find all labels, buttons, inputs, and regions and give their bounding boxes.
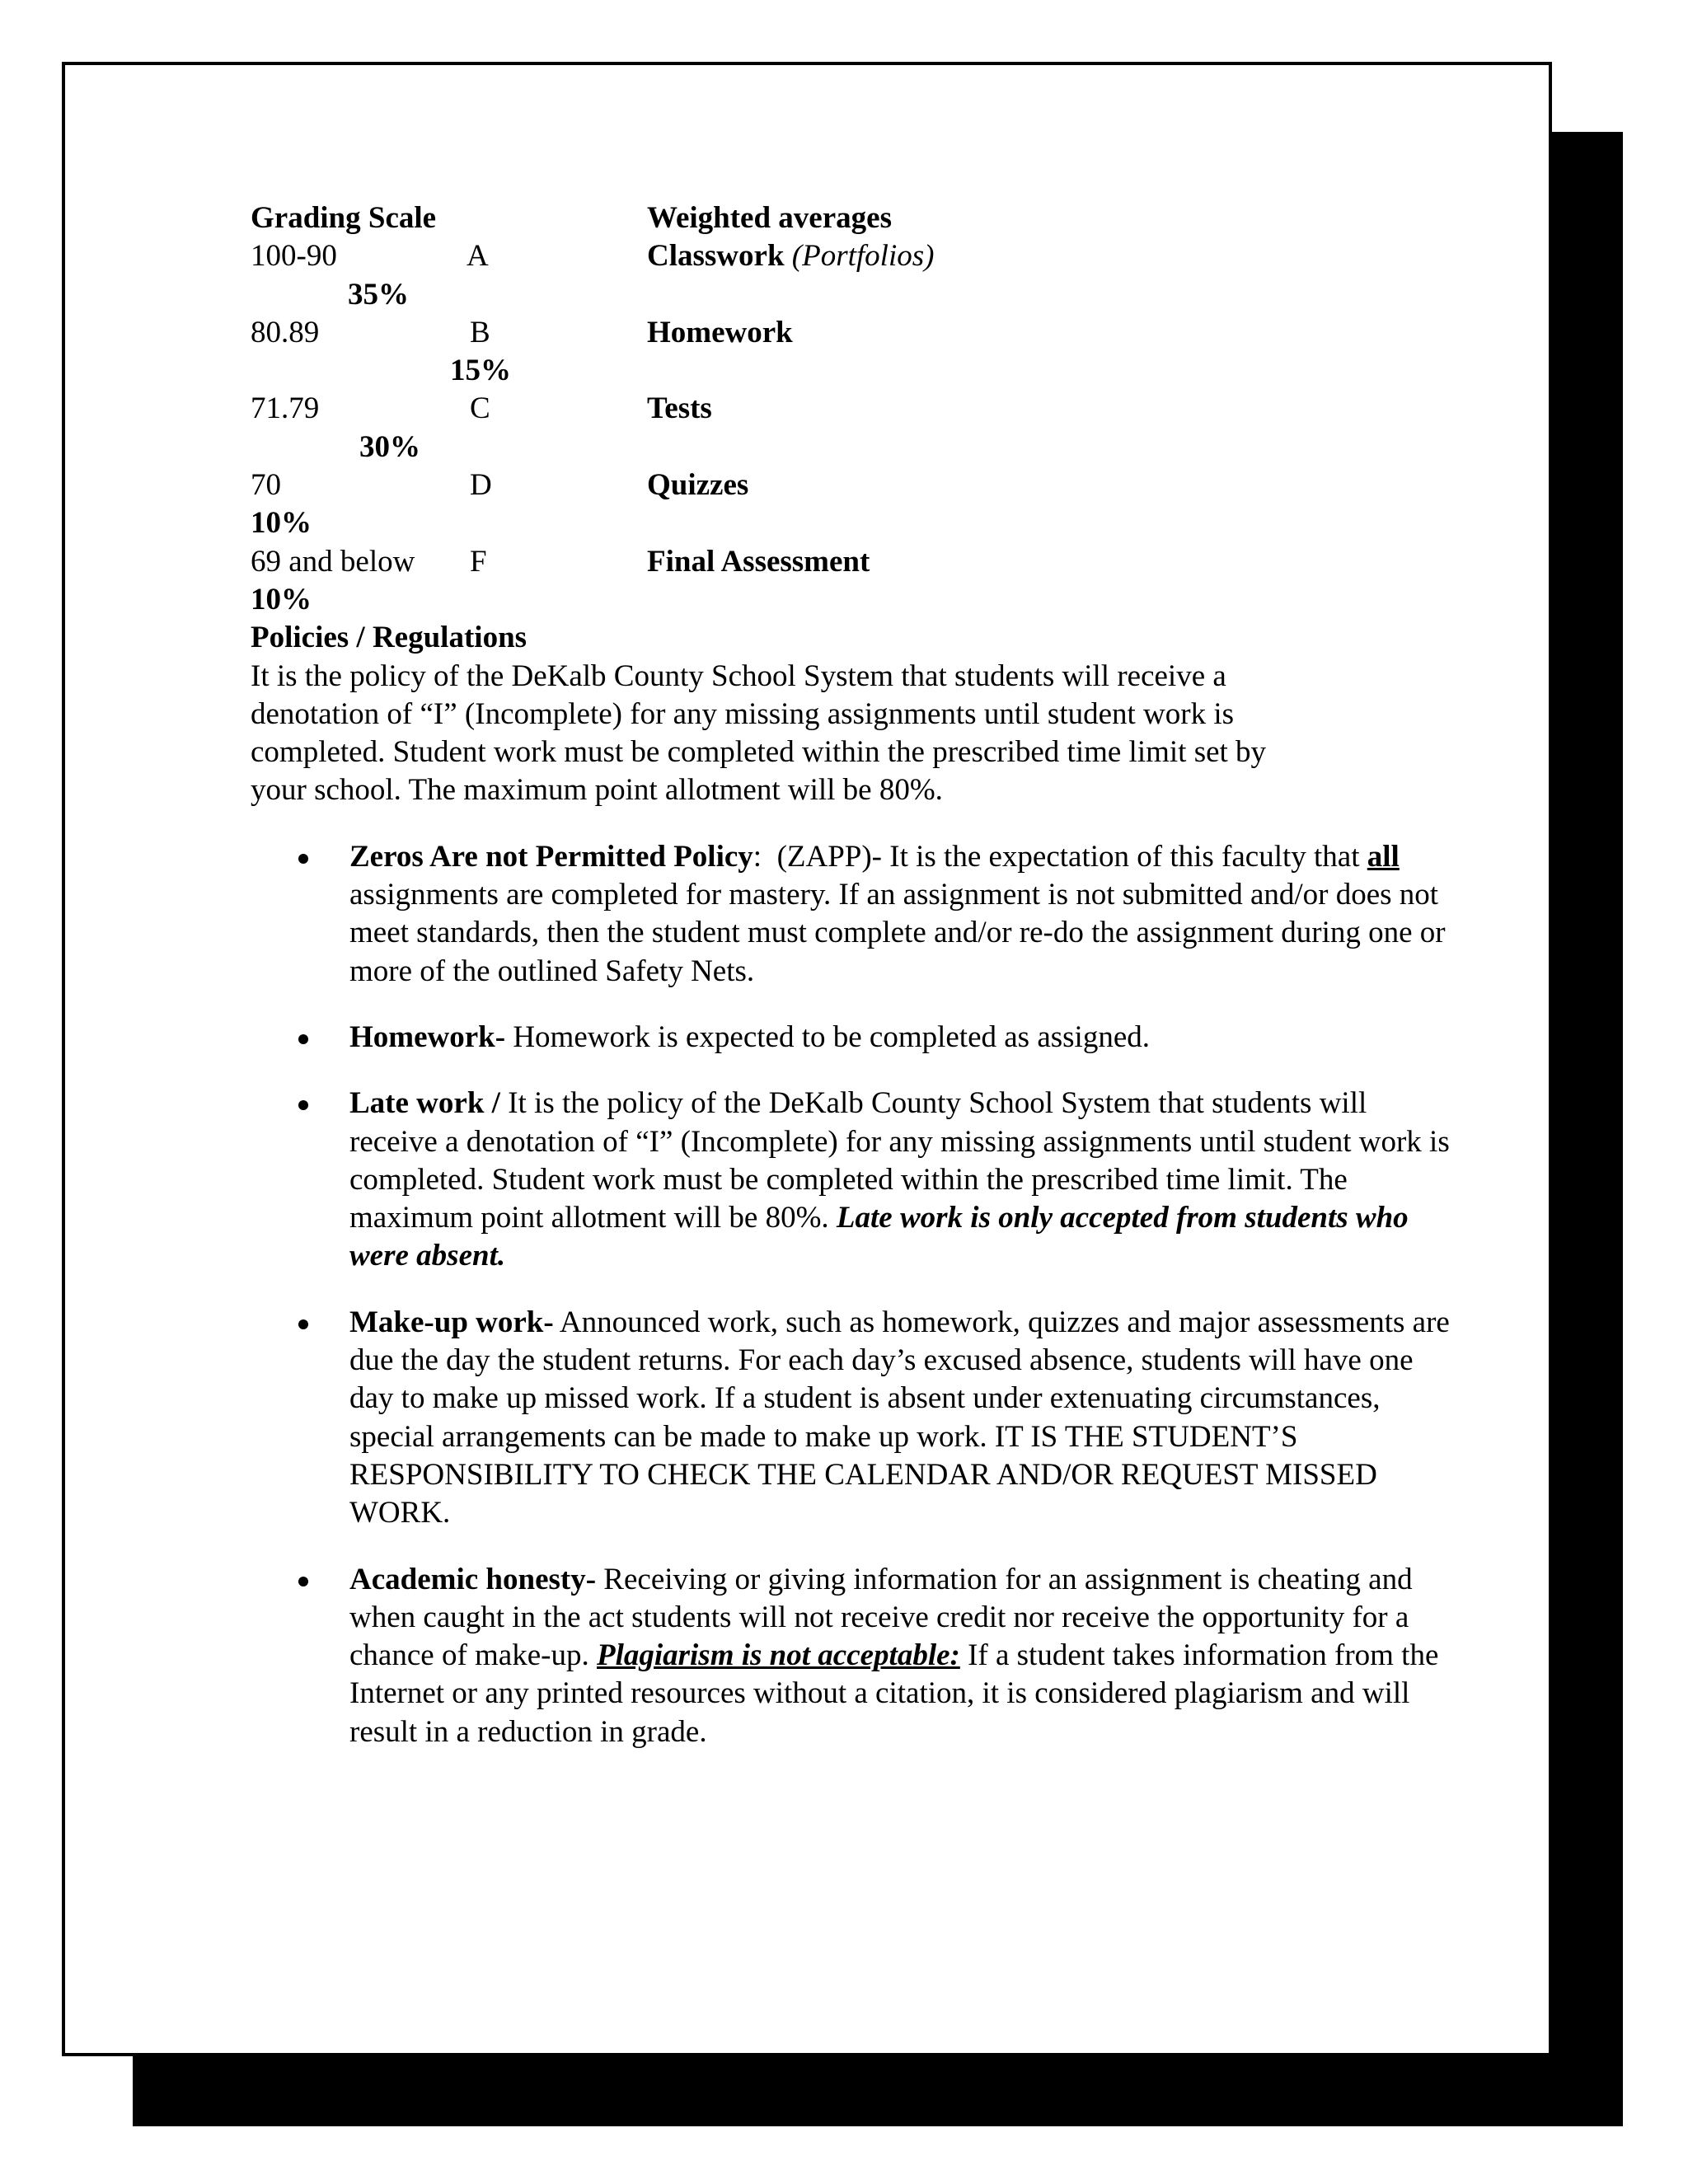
policy-item-title: Academic honesty-	[349, 1562, 597, 1596]
grade-row	[251, 314, 1454, 352]
policy-item-text: Receiving or giving information for an assignment is cheating and when caught in the act students will not receive credit nor receive the opportunity for a chance of make-up.	[349, 1562, 1413, 1673]
grade-letter: A	[467, 239, 489, 274]
weight-category-name: Homework	[647, 315, 793, 349]
policy-item-emphasis: all	[1367, 839, 1400, 874]
grade-letter: C	[470, 391, 490, 426]
weight-value: 30%	[359, 429, 420, 464]
weight-category	[647, 237, 934, 275]
weight-category-name: Quizzes	[647, 468, 749, 503]
weight-category-name: Tests	[647, 391, 712, 426]
bullet-icon	[298, 1577, 308, 1586]
policies-intro-line: your school. The maximum point allotment will be 80%.	[251, 773, 943, 808]
grade-range: 71.79	[251, 391, 320, 426]
bullet-icon	[298, 1100, 308, 1110]
bullet-icon	[298, 854, 308, 864]
weight-row	[251, 352, 1454, 390]
weight-value: 10%	[251, 506, 312, 541]
grade-row	[251, 237, 1454, 275]
policies-intro-line: completed. Student work must be completed within the prescribed time limit set by	[251, 735, 1267, 770]
policies-intro-line: denotation of “I” (Incomplete) for any missing assignments until student work is	[251, 696, 1235, 731]
grade-row	[251, 390, 1454, 428]
grade-letter: B	[470, 315, 490, 349]
weight-category-name: Final Assessment	[647, 544, 870, 579]
grade-range: 69 and below	[251, 544, 415, 579]
weight-row	[251, 429, 1454, 466]
weight-category-name: Classwork	[647, 239, 785, 274]
grade-letter: D	[470, 468, 492, 503]
grading-scale-title: Grading Scale	[251, 201, 437, 235]
grade-range: 100-90	[251, 239, 337, 274]
weight-row	[251, 581, 1454, 619]
policy-list	[251, 838, 1454, 1751]
page-content	[251, 199, 1454, 1751]
policy-item-title: Late work /	[349, 1086, 500, 1121]
policy-item-text: If a student takes information from the Internet or any printed resources without a citation, it is considered plagiarism and will result in a reduction in grade.	[349, 1638, 1439, 1749]
policy-item-academic-honesty	[251, 1561, 1454, 1751]
grade-range: 70	[251, 468, 281, 503]
policy-item-makeup-work	[251, 1304, 1454, 1533]
grade-letter: F	[470, 544, 487, 579]
table-header-row	[251, 199, 1454, 237]
policy-item-title: Make-up work-	[349, 1305, 554, 1339]
document-page	[62, 62, 1552, 2056]
policy-item-title: Homework-	[349, 1019, 506, 1054]
policy-item-zapp	[251, 838, 1454, 991]
policy-item-late-work	[251, 1085, 1454, 1275]
policies-intro-line: It is the policy of the DeKalb County School System that students will receive a	[251, 658, 1226, 693]
weight-value: 15%	[450, 354, 511, 388]
weight-row	[251, 504, 1454, 542]
bullet-icon	[298, 1319, 308, 1329]
weight-row	[251, 276, 1454, 314]
weight-value: 10%	[251, 582, 312, 616]
policy-item-emphasis: Late work is only accepted from students who were absent.	[349, 1201, 1409, 1273]
grade-range: 80.89	[251, 315, 320, 349]
policies-title: Policies / Regulations	[251, 621, 528, 655]
weighted-averages-title: Weighted averages	[647, 201, 892, 235]
bullet-icon	[298, 1034, 308, 1044]
policy-item-title: Zeros Are not Permitted Policy	[349, 839, 753, 874]
policy-item-text: assignments are completed for mastery. If an assignment is not submitted and/or does not meet standards, then the student must complete and/or re-do the assignment during one or more of the outlined Safety Nets.	[349, 878, 1446, 988]
policy-item-homework	[251, 1019, 1454, 1057]
grade-row	[251, 543, 1454, 581]
policy-item-emphasis: Plagiarism is not acceptable:	[596, 1638, 960, 1673]
policy-item-text: Homework is expected to be completed as assigned.	[505, 1019, 1150, 1054]
weight-value: 35%	[348, 277, 409, 312]
grade-row	[251, 466, 1454, 504]
policy-item-text: Announced work, such as homework, quizzes and major assessments are due the day the student returns. For each day’s excused absence, students will have one day to make up missed work. If a student is absent under extenuating circumstances, special arrangements can be made to make up work. IT IS THE STUDENT’S RESPONSIBILITY TO CHECK THE CALENDAR AND/OR REQUEST MISSED WORK.	[349, 1305, 1450, 1530]
policy-item-text: It is the policy of the DeKalb County School System that students will receive a denotation of “I” (Incomplete) for any missing assignments until student work is completed. Student work must be completed within the prescribed time limit. The maximum point allotment will be 80%.	[349, 1086, 1450, 1235]
policy-item-colon: :	[753, 839, 762, 874]
weight-category-note: (Portfolios)	[791, 239, 935, 274]
policy-item-text: (ZAPP)- It is the expectation of this faculty that	[762, 839, 1367, 874]
